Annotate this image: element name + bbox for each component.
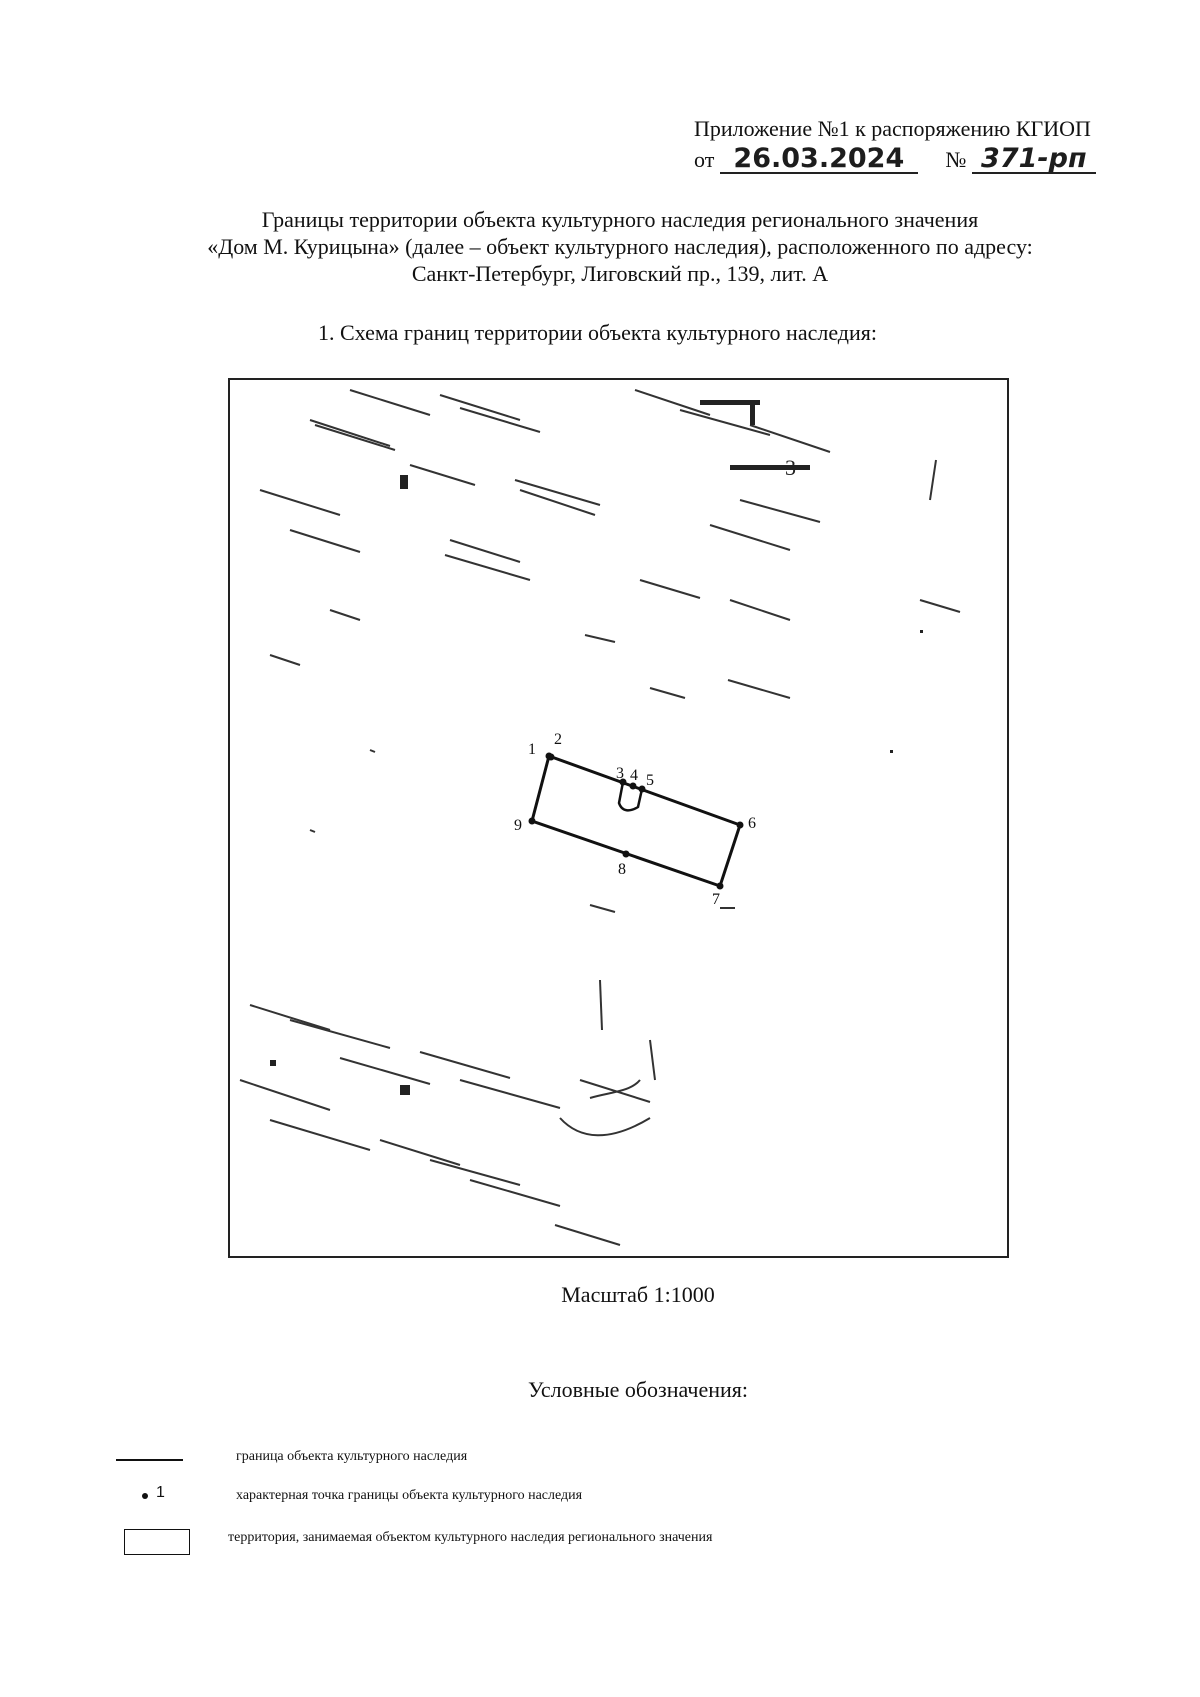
point-label: 7 [712,891,720,908]
legend-point-number: 1 [156,1484,165,1501]
point-label: 1 [528,741,536,758]
boundary-point-dot [623,851,630,858]
order-number: 371-рп [972,146,1096,174]
map-scale: Масштаб 1:1000 [561,1282,715,1307]
background-streets [240,390,960,1245]
legend-line-sample [116,1459,183,1461]
document-title [110,206,1130,287]
title-line-1: Границы территории объекта культурного наследия регионального значения [261,207,979,232]
title-line-2: «Дом М. Курицына» (далее – объект культурного наследия), расположенного по адресу: [207,234,1033,259]
legend-item-boundary: граница объекта культурного наследия [236,1449,468,1464]
legend-territory-box [124,1529,190,1555]
point-label: 8 [618,861,626,878]
boundary-point-dot [548,754,555,761]
boundary-map [228,378,1009,1258]
point-label: 6 [748,815,756,832]
point-label: 2 [554,731,562,748]
appendix-line: Приложение №1 к распоряжению КГИОП [694,116,1091,141]
point-label: 4 [630,767,638,784]
from-label: от [694,147,715,172]
boundary-point-dot [737,822,744,829]
order-ref-line [694,143,1096,174]
order-date: 26.03.2024 [720,146,918,174]
boundary-point-dot [639,786,646,793]
legend-item-point: характерная точка границы объекта культурного наследия [236,1488,583,1503]
section-heading: 1. Схема границ территории объекта культурного наследия: [318,320,878,345]
number-label: № [945,147,967,172]
boundary-point-dot [717,883,724,890]
point-label: 9 [514,817,522,834]
point-label: 5 [646,772,654,789]
legend-point-dot [142,1493,148,1499]
map-svg [230,380,1007,1256]
legend-heading: Условные обозначения: [527,1377,749,1402]
background-house-number: 3 [785,455,796,480]
title-line-3: Санкт-Петербург, Лиговский пр., 139, лит. А [411,261,829,286]
boundary-point-dot [529,818,536,825]
legend-item-territory: территория, занимаемая объектом культурного наследия регионального значения [228,1530,713,1545]
point-label: 3 [616,765,624,782]
